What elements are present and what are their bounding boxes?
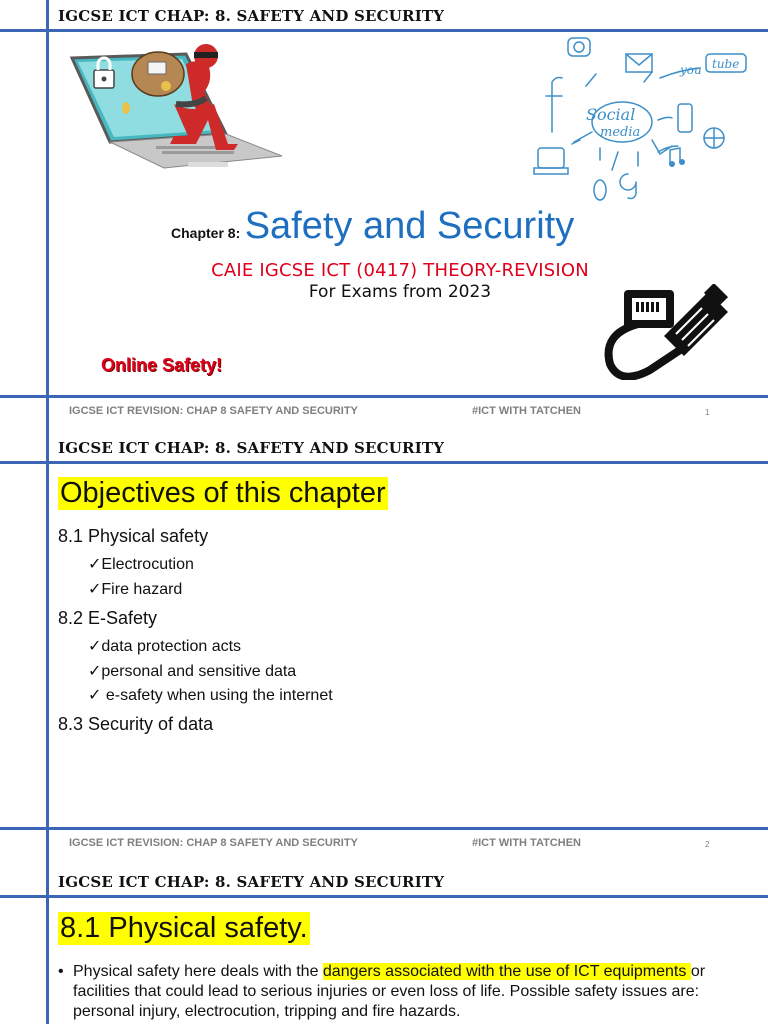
header-rule xyxy=(0,895,768,898)
paragraph-lead: Physical safety here deals with the xyxy=(73,963,323,980)
bullet-icon: • xyxy=(58,963,64,980)
objectives-title: Objectives of this chapter xyxy=(60,477,386,509)
footer-left: IGCSE ICT REVISION: CHAP 8 SAFETY AND SECURITY xyxy=(69,405,358,417)
page-number: 1 xyxy=(705,408,710,417)
objective-item: ✓Fire hazard xyxy=(88,581,183,598)
section-8-1: 8.1 Physical safety xyxy=(58,526,209,546)
thief-laptop-illustration xyxy=(66,38,288,188)
vertical-rule xyxy=(46,0,49,432)
highlighted-phrase: dangers associated with the use of ICT equipments xyxy=(322,963,691,980)
physical-safety-title: 8.1 Physical safety. xyxy=(60,912,308,944)
slide-header: IGCSE ICT CHAP: 8. SAFETY AND SECURITY xyxy=(58,7,445,25)
slide-header: IGCSE ICT CHAP: 8. SAFETY AND SECURITY xyxy=(58,873,445,891)
title-row xyxy=(171,205,574,248)
objective-item: ✓personal and sensitive data xyxy=(88,663,297,680)
chapter-label: Chapter 8: xyxy=(171,225,241,241)
header-rule xyxy=(0,29,768,32)
youtube-you-text: you xyxy=(680,63,702,77)
header-rule xyxy=(0,461,768,464)
section-8-3: 8.3 Security of data xyxy=(58,714,214,734)
objective-item: ✓data protection acts xyxy=(88,638,242,655)
objective-item: ✓Electrocution xyxy=(88,556,194,573)
footer-rule xyxy=(0,827,768,830)
page-number: 2 xyxy=(705,840,710,849)
social-text: Social xyxy=(586,105,636,124)
physical-safety-paragraph xyxy=(58,962,748,1022)
section-8-2: 8.2 E-Safety xyxy=(58,608,158,628)
paragraph-rest: or facilities that could lead to serious injuries or even loss of life. Possible safety issues are: personal injury, electrocution, tripping and fire hazards. xyxy=(73,963,706,1020)
social-media-sketch xyxy=(532,34,764,204)
objective-item: ✓ e-safety when using the internet xyxy=(88,687,333,704)
slide-1 xyxy=(0,0,768,432)
footer-left: IGCSE ICT REVISION: CHAP 8 SAFETY AND SECURITY xyxy=(69,837,358,849)
network-cable-icon xyxy=(604,284,734,380)
slide-header: IGCSE ICT CHAP: 8. SAFETY AND SECURITY xyxy=(58,439,445,457)
media-text: media xyxy=(600,125,641,140)
vertical-rule xyxy=(46,864,49,1024)
subtitle-black: For Exams from 2023 xyxy=(308,282,492,302)
paragraph-text xyxy=(73,962,748,1022)
footer-right: #ICT WITH TATCHEN xyxy=(472,837,581,849)
footer-right: #ICT WITH TATCHEN xyxy=(472,405,581,417)
subtitle-red: CAIE IGCSE ICT (0417) THEORY-REVISION xyxy=(211,260,589,281)
slide-title: Safety and Security xyxy=(244,205,575,247)
youtube-tube-text: tube xyxy=(712,57,740,71)
footer-rule xyxy=(0,395,768,398)
online-safety-label: Online Safety! xyxy=(101,355,223,375)
vertical-rule xyxy=(46,432,49,864)
